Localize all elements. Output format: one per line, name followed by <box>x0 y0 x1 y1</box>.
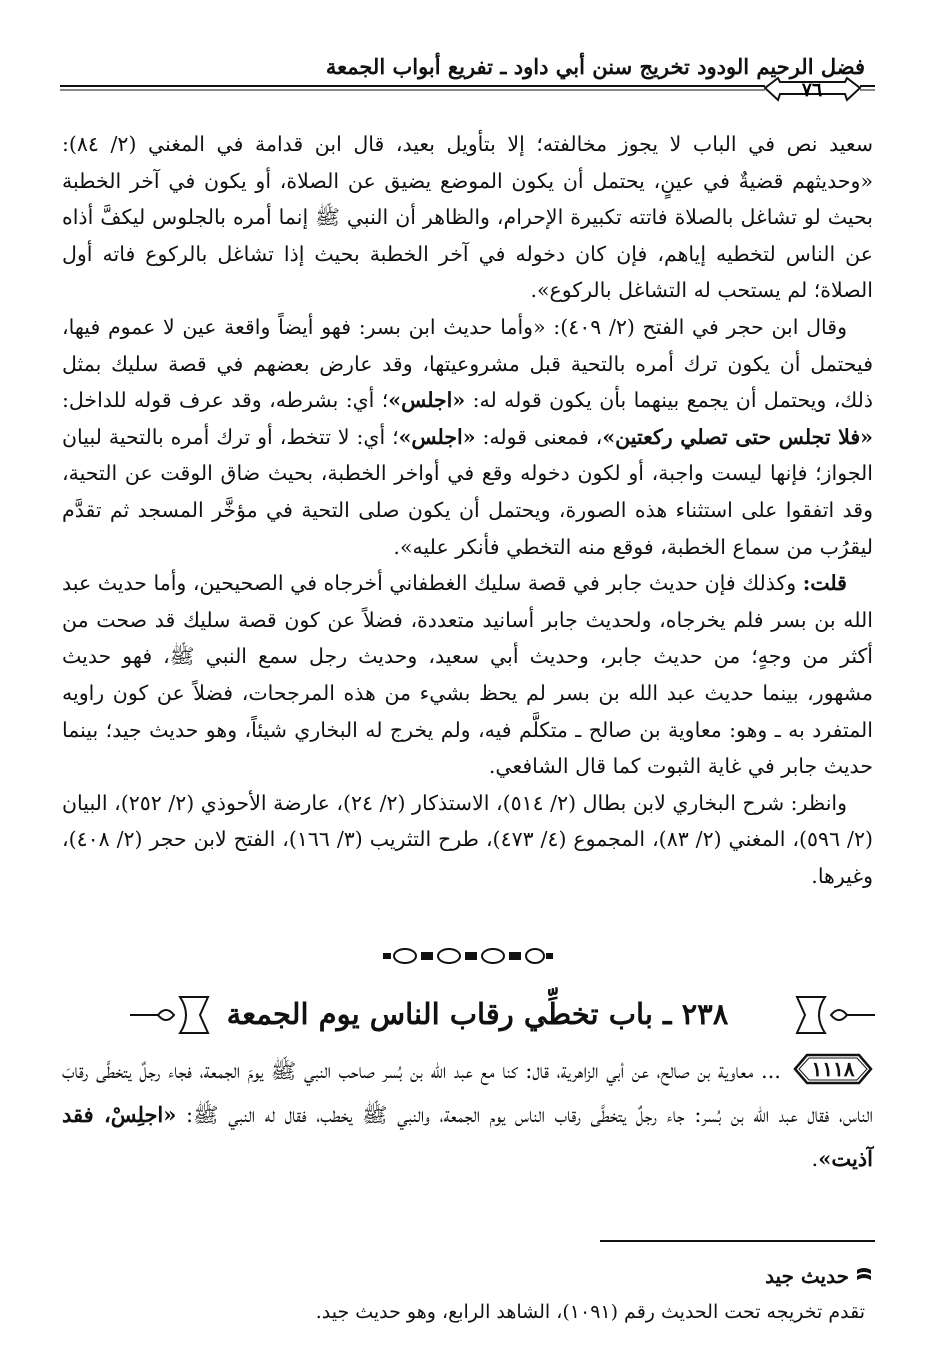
hadith-text: ... معاوية بن صالح، عن أبي الزاهرية، قال: كنا مع عبد الله بن بُسر صاحب النبي ﷺ يومَ الجمعة، فجاء رجلٌ يتخطَّى رقابَ الناس، فقال عبد الله بن بُسر: جاء رجلٌ يتخطَّى رقاب الناس يوم الجمعة، والنبي ﷺ يخطب، فقال له النبي ﷺ: «اجلِسْ، فقد آذيت». <box>62 1059 873 1171</box>
note-label: قلت: <box>802 571 847 596</box>
paragraph-2: وقال ابن حجر في الفتح (٢/ ٤٠٩): «وأما حديث ابن بسر: فهو أيضاً واقعة عين لا عموم فيها، فيحتمل أن يكون ترك أمره بالتحية قبل مشروعيتها، وقد عارض بعضهم في قصة سليك بمثل ذلك، ويحتمل أن يجمع بينهما بأن يكون قوله له: «اجلس»؛ أي: بشرطه، وقد عرف قوله للداخل: «فلا تجلس حتى تصلي ركعتين»، فمعنى قوله: «اجلس»؛ أي: لا تتخط، أو ترك أمره بالتحية لبيان الجواز؛ فإنها ليست واجبة، أو لكون دخوله وقع في أواخر الخطبة، بحيث ضاق الوقت عن التحية، وقد اتفقوا على استثناء هذه الصورة، ويحتمل أن يكون صلى التحية في مؤخَّر المسجد ثم تقدَّم ليقرُب من سماع الخطبة، فوقع منه التخطي فأنكر عليه». <box>62 314 873 559</box>
body-text <box>62 126 873 894</box>
hadith-quote: «اجلِسْ، فقد آذيت» <box>62 1102 873 1171</box>
page-number: ٧٦ <box>801 79 823 101</box>
footnote-rule <box>600 1240 875 1242</box>
running-title: فضل الرحيم الودود تخريج سنن أبي داود ـ تفريع أبواب الجمعة <box>325 54 865 79</box>
chapter-title: ٢٣٨ ـ باب تخطِّي رقاب الناس يوم الجمعة <box>226 997 729 1031</box>
paragraph-4: وانظر: شرح البخاري لابن بطال (٢/ ٥١٤)، الاستذكار (٢/ ٢٤)، عارضة الأحوذي (٢/ ٢٥٢)، البيان (٢/ ٥٩٦)، المغني (٢/ ٨٣)، المجموع (٤/ ٤٧٣)، طرح التثريب (٣/ ١٦٦)، الفتح لابن حجر (٢/ ٤٠٨)، وغيرها. <box>62 790 873 888</box>
hadith-grade: حديث جيد <box>765 1264 849 1288</box>
grade-bullet-icon <box>855 1266 873 1284</box>
paragraph-1: سعيد نص في الباب لا يجوز مخالفته؛ إلا بتأويل بعيد، قال ابن قدامة في المغني (٢/ ٨٤): «وحديثهم قضيةٌ في عينٍ، يحتمل أن يكون الموضع يضيق عن الصلاة، أو يكون في آخر الخطبة بحيث لو تشاغل بالصلاة فاتته تكبيرة الإحرام، والظاهر أن النبي ﷺ إنما أمره بالجلوس ليكفَّ أذاه عن الناس لتخطيه إياهم، فإن كان دخوله في آخر الخطبة بحيث إذا تشاغل بالركوع فاته أول الصلاة؛ لم يستحب له التشاغل بالركوع». <box>62 132 873 303</box>
footnote-text: تقدم تخريجه تحت الحديث رقم (١٠٩١)، الشاهد الرابع، وهو حديث جيد. <box>315 1301 865 1323</box>
header-rule <box>60 76 875 106</box>
section-end-ornament <box>383 947 553 965</box>
paragraph-3: قلت: وكذلك فإن حديث جابر في قصة سليك الغطفاني أخرجاه في الصحيحين، وأما حديث عبد الله بن بسر فلم يخرجاه، ولحديث جابر أسانيد متعددة، فضلاً عن كون قصة سليك قد صحت من أكثر من وجهٍ؛ من حديث جابر، وحديث أبي سعيد، وحديث رجل سمع النبي ﷺ، فهو حديث مشهور، بينما حديث عبد الله بن بسر لم يحظ بشيء من هذه المرجحات، فضلاً عن كون راويه المتفرد به ـ وهو: معاوية بن صالح ـ متكلَّم فيه، ولم يخرج له البخاري شيئاً، وهو حديث جيد؛ بينما حديث جابر في غاية الثبوت كما قال الشافعي. <box>62 571 873 779</box>
hadith-number: ١١١٨ <box>811 1057 855 1081</box>
